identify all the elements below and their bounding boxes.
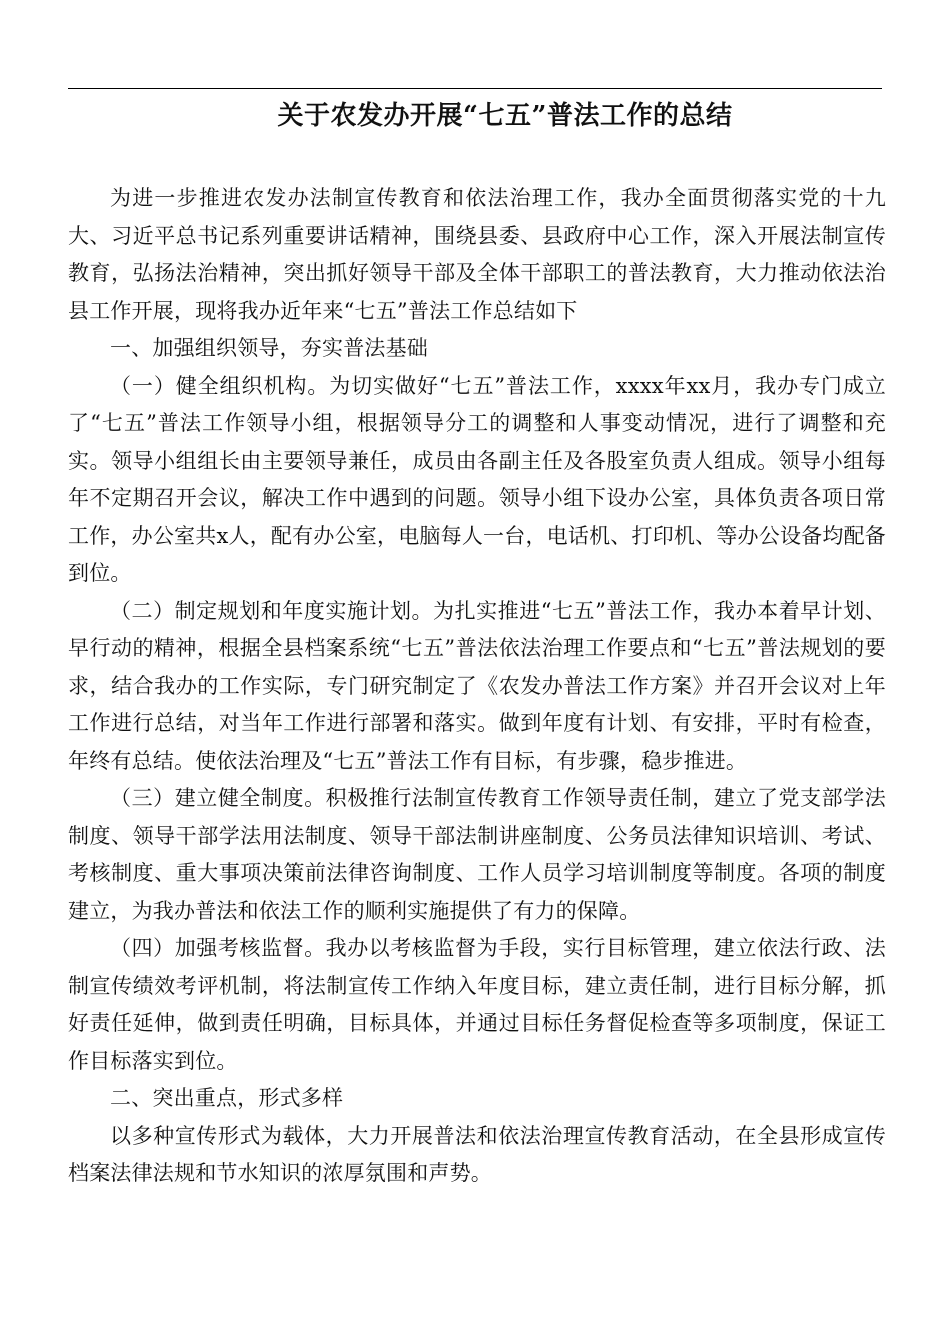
section-2-paragraph: 以多种宣传形式为载体，大力开展普法和依法治理宣传教育活动，在全县形成宣传档案法律法规和节水知识的浓厚氛围和声势。 xyxy=(68,1123,886,1185)
document-title xyxy=(68,96,882,136)
subsection-paragraph-1: （一）健全组织机构。为切实做好“七五”普法工作，xxxx年xx月，我办专门成立了“七五”普法工作领导小组，根据领导分工的调整和人事变动情况，进行了调整和充实。领导小组组长由主要领导兼任，成员由各副主任及各股室负责人组成。领导小组每年不定期召开会议，解决工作中遇到的问题。领导小组下设办公室，具体负责各项日常工作，办公室共x人，配有办公室，电脑每人一台，电话机、打印机、等办公设备均配备到位。 xyxy=(68,373,886,585)
intro-paragraph: 为进一步推进农发办法制宣传教育和依法治理工作，我办全面贯彻落实党的十九大、习近平总书记系列重要讲话精神，围绕县委、县政府中心工作，深入开展法制宣传教育，弘扬法治精神，突出抓好领导干部及全体干部职工的普法教育，大力推动依法治县工作开展，现将我办近年来“七五”普法工作总结如下 xyxy=(68,186,886,323)
subsection-paragraph-2: （二）制定规划和年度实施计划。为扎实推进“七五”普法工作，我办本着早计划、早行动的精神，根据全县档案系统“七五”普法依法治理工作要点和“七五”普法规划的要求，结合我办的工作实际，专门研究制定了《农发办普法工作方案》并召开会议对上年工作进行总结，对当年工作进行部署和落实。做到年度有计划、有安排，平时有检查，年终有总结。使依法治理及“七五”普法工作有目标，有步骤，稳步推进。 xyxy=(68,598,886,773)
document-body xyxy=(68,180,886,1193)
subsection-paragraph-4: （四）加强考核监督。我办以考核监督为手段，实行目标管理，建立依法行政、法制宣传绩效考评机制，将法制宣传工作纳入年度目标，建立责任制，进行目标分解，抓好责任延伸，做到责任明确，目标具体，并通过目标任务督促检查等多项制度，保证工作目标落实到位。 xyxy=(68,936,886,1073)
section-heading-2: 二、突出重点，形式多样 xyxy=(110,1086,344,1110)
subsection-paragraph-3: （三）建立健全制度。积极推行法制宣传教育工作领导责任制，建立了党支部学法制度、领导干部学法用法制度、领导干部法制讲座制度、公务员法律知识培训、考试、考核制度、重大事项决策前法律咨询制度、工作人员学习培训制度等制度。各项的制度建立，为我办普法和依法工作的顺利实施提供了有力的保障。 xyxy=(68,786,886,923)
document-title-text: 关于农发办开展“七五”普法工作的总结 xyxy=(277,101,733,131)
section-heading-1: 一、加强组织领导，夯实普法基础 xyxy=(110,336,428,360)
header-rule xyxy=(68,88,882,89)
